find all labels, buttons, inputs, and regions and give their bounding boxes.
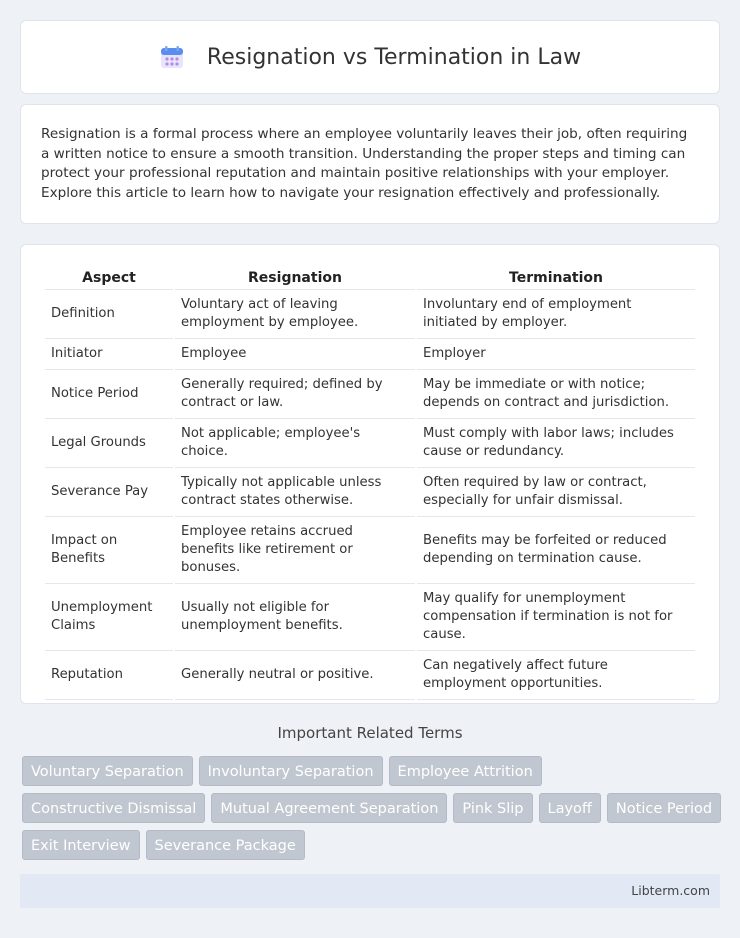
related-term-tag[interactable]: Severance Package: [146, 830, 305, 860]
termination-cell: Often required by law or contract, especially for unfair dismissal.: [417, 467, 695, 516]
related-terms-list: [22, 756, 722, 860]
resignation-cell: Not applicable; employee's choice.: [175, 418, 415, 467]
aspect-cell: Severance Pay: [45, 467, 173, 516]
footer-site-link[interactable]: Libterm.com: [631, 883, 710, 898]
resignation-cell: Employee retains accrued benefits like retirement or bonuses.: [175, 516, 415, 583]
aspect-cell: Notice Period: [45, 369, 173, 418]
aspect-cell: Unemployment Claims: [45, 583, 173, 650]
table-header-row: [45, 265, 695, 289]
calendar-icon: [159, 44, 185, 70]
related-term-tag[interactable]: Involuntary Separation: [199, 756, 383, 786]
resignation-cell: Employee: [175, 338, 415, 369]
table-row: [45, 338, 695, 369]
related-term-tag[interactable]: Voluntary Separation: [22, 756, 193, 786]
aspect-cell: Definition: [45, 289, 173, 338]
aspect-cell: Legal Grounds: [45, 418, 173, 467]
related-term-tag[interactable]: Mutual Agreement Separation: [211, 793, 447, 823]
aspect-cell: Reputation: [45, 650, 173, 700]
related-term-tag[interactable]: Exit Interview: [22, 830, 140, 860]
related-term-tag[interactable]: Constructive Dismissal: [22, 793, 205, 823]
related-term-tag[interactable]: Notice Period: [607, 793, 721, 823]
related-term-tag[interactable]: Employee Attrition: [389, 756, 542, 786]
footer: [20, 874, 720, 908]
table-row: [45, 650, 695, 700]
title-wrap: [159, 44, 581, 70]
table-row: [45, 583, 695, 650]
related-terms-title: Important Related Terms: [277, 724, 463, 742]
table-row: [45, 467, 695, 516]
header-termination: Termination: [509, 270, 603, 286]
intro-text: Resignation is a formal process where an employee voluntarily leaves their job, often requiring a written notice to ensure a smooth transition. Understanding the proper steps and timing can protect your professional reputation and maintain positive relationships with your employer. Explore this article to learn how to navigate your resignation effectively and professionally.: [41, 126, 688, 201]
page-title: Resignation vs Termination in Law: [206, 44, 582, 70]
resignation-cell: Generally neutral or positive.: [175, 650, 415, 700]
termination-cell: Must comply with labor laws; includes cause or redundancy.: [417, 418, 695, 467]
aspect-cell: Initiator: [45, 338, 173, 369]
header-resignation: Resignation: [248, 270, 342, 286]
table-row: [45, 289, 695, 338]
resignation-cell: Generally required; defined by contract or law.: [175, 369, 415, 418]
resignation-cell: Voluntary act of leaving employment by employee.: [175, 289, 415, 338]
intro-card: [20, 104, 720, 224]
table-row: [45, 418, 695, 467]
header-card: [20, 20, 720, 94]
aspect-cell: Impact on Benefits: [45, 516, 173, 583]
related-term-tag[interactable]: Layoff: [539, 793, 601, 823]
termination-cell: May qualify for unemployment compensation if termination is not for cause.: [417, 583, 695, 650]
table-row: [45, 516, 695, 583]
termination-cell: Involuntary end of employment initiated by employer.: [417, 289, 695, 338]
table-row: [45, 369, 695, 418]
header-aspect: Aspect: [82, 270, 136, 286]
termination-cell: May be immediate or with notice; depends on contract and jurisdiction.: [417, 369, 695, 418]
termination-cell: Benefits may be forfeited or reduced depending on termination cause.: [417, 516, 695, 583]
comparison-table-card: [20, 244, 720, 704]
resignation-cell: Usually not eligible for unemployment benefits.: [175, 583, 415, 650]
resignation-cell: Typically not applicable unless contract states otherwise.: [175, 467, 415, 516]
termination-cell: Can negatively affect future employment opportunities.: [417, 650, 695, 700]
termination-cell: Employer: [417, 338, 695, 369]
comparison-table: [43, 265, 697, 700]
related-term-tag[interactable]: Pink Slip: [453, 793, 532, 823]
